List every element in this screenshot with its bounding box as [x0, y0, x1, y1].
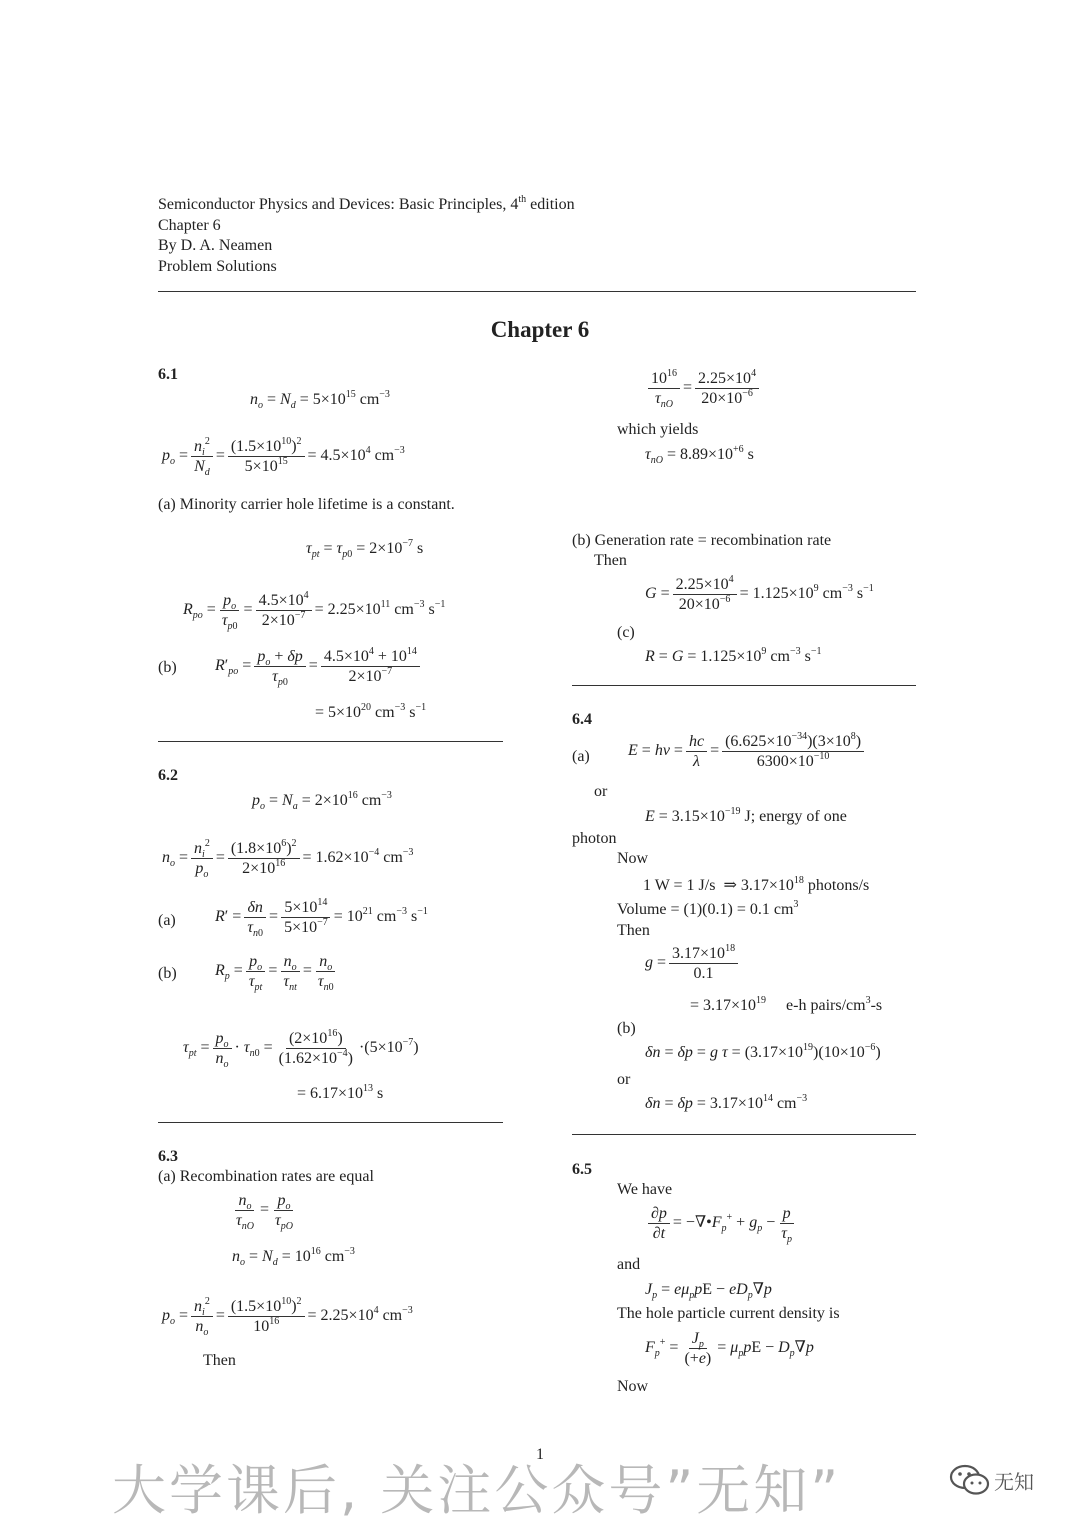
equation: $p_o$ = $\frac{n_i^2}{n_o}$ = $\frac{(1.5\times 10^{10})^2}{10^{16}}$ = $2.25\times 10^4$ $cm^{-3}$ — [162, 1296, 413, 1338]
header-chapter: Chapter 6 — [158, 216, 221, 234]
equation: E = hν = $\frac{hc}{\lambda}$ = $\frac{(6.625\times 10^{-34})(3\times 10^8)}{6300\times 10^{-10}}$ — [628, 733, 867, 770]
equation: = $6.17\times 10^{13}$ s — [297, 1083, 384, 1102]
problem-6-4-part-a-label: (a) — [572, 748, 590, 765]
watermark-logo-text: 无知 — [994, 1470, 1034, 1494]
equation: $R_{po}$ = $\frac{p_o}{\tau_{p0}}$ = $\frac{4.5\times 10^4}{2\times 10^{-7}}$ = $2.25\times 10^{11}$ $cm^{-3}$ $s^{-1}$ — [183, 590, 446, 632]
problem-6-1-part-b-label: (b) — [158, 659, 177, 676]
photons-text: photons/s — [807, 877, 870, 894]
equation: $R = G = 1.125\times 10^9$ $cm^{-3}$ $s^{-1}$ — [645, 646, 822, 665]
or-text: or — [594, 783, 608, 800]
problem-6-4-label: 6.4 — [572, 711, 592, 728]
equation: $\frac{\partial p}{\partial t}$ = $-\nabla•F_p^+ + g_p$ − $\frac{p}{\tau_p}$ — [645, 1205, 798, 1242]
equation: $R'_{po}$ = $\frac{p_o + \delta p}{\tau_{p0}}$ = $\frac{4.5\times 10^4 + 10^{14}}{2\times 10^{-7}}$ — [215, 648, 423, 685]
now-text: Now — [617, 1378, 649, 1395]
pairs-tail-text: -s — [870, 997, 883, 1014]
now-text: Now — [617, 850, 649, 867]
header-title-line: Semiconductor Physics and Devices: Basic Principles, 4th edition — [158, 194, 575, 213]
equation: $n_o = N_d = 10^{16}$ $cm^{-3}$ — [232, 1246, 355, 1268]
problem-6-2-label: 6.2 — [158, 767, 178, 784]
watt-text: 1 W = 1 J/s — [643, 877, 716, 894]
header-author: By D. A. Neamen — [158, 237, 273, 254]
page-number: 1 — [536, 1446, 544, 1463]
equation: δn = δp = g $\tau = (3.17\times 10^{19})(10\times 10^{-6})$ — [645, 1042, 881, 1061]
section-divider — [158, 1122, 503, 1123]
pairs-text: e-h pairs/cm — [786, 997, 866, 1014]
and-text: and — [617, 1256, 641, 1273]
section-divider — [572, 685, 916, 686]
document-header — [158, 195, 575, 277]
equation: = $5\times 10^{20}$ $cm^{-3}$ $s^{-1}$ — [315, 702, 427, 721]
part-b-generation-text: (b) Generation rate = recombination rate — [572, 532, 832, 549]
wechat-logo-icon — [948, 1462, 992, 1503]
watt-line: 1 W = 1 J/s ⇒ $3.17\times 10^{18}$ photons/s — [643, 875, 870, 894]
problem-6-3-label: 6.3 — [158, 1148, 178, 1165]
equation: $p_o$ = $\frac{n_i^2}{N_d}$ = $\frac{(1.5\times 10^{10})^2}{5\times 10^{15}}$ = $4.5\times 10^4$ $cm^{-3}$ — [162, 436, 405, 478]
equation: $\tau_{nO} = 8.89\times 10^{+6}$ s — [645, 444, 754, 466]
volume-text: Volume = (1)(0.1) = 0.1 cm — [617, 901, 794, 918]
problem-6-5-label: 6.5 — [572, 1161, 592, 1178]
energy-line: $E = 3.15\times 10^{-19}$ J; energy of one — [645, 806, 847, 825]
equation: R′ = $\frac{\delta n}{\tau_{n0}}$ = $\frac{5\times 10^{14}}{5\times 10^{-7}}$ = $10^{21}$ $cm^{-3}$ $s^{-1}$ — [215, 897, 428, 939]
part-b-label: (b) — [617, 1020, 636, 1037]
equation: $\frac{n_o}{\tau_{nO}}$ = $\frac{p_o}{\tau_{pO}}$ — [236, 1192, 293, 1232]
energy-tail-text: J; energy of one — [744, 808, 847, 825]
section-divider — [572, 1134, 916, 1135]
generation-result-line: = $3.17\times 10^{19}$ e-h pairs/$cm^3-s$ — [690, 995, 883, 1014]
then-text: Then — [617, 922, 650, 939]
equation: $\tau_{pt}$ = $\frac{p_o}{n_o}$ · $\tau_{n0}$ = $\frac{(2\times 10^{16})}{(1.62\times 10^{-4})}$ $\cdot(5\times 10^{-7})$ — [183, 1028, 419, 1070]
header-divider — [158, 291, 916, 292]
problem-6-3-part-a: (a) Recombination rates are equal — [158, 1168, 374, 1185]
problem-6-2-part-a-label: (a) — [158, 912, 176, 929]
problem-6-1-label: 6.1 — [158, 366, 178, 383]
or-text: or — [617, 1071, 631, 1088]
part-c-label: (c) — [617, 624, 635, 641]
watermark-text: 大学课后, 关注公众号”无知” — [112, 1459, 842, 1522]
section-divider — [158, 741, 503, 742]
header-subtitle: Problem Solutions — [158, 257, 277, 275]
equation: $\frac{10^{16}}{\tau_{nO}}$ = $\frac{2.25\times 10^4}{20\times 10^{-6}}$ — [645, 370, 762, 407]
equation: G = $\frac{2.25\times 10^4}{20\times 10^{-6}}$ = $1.125\times 10^9$ $cm^{-3}$ $s^{-1}$ — [645, 574, 874, 613]
we-have-text: We have — [617, 1181, 673, 1198]
equation: $J_p = e\mu_ppE - eD_p\nabla p$ — [645, 1281, 772, 1301]
equation: g = $\frac{3.17\times 10^{18}}{0.1}$ — [645, 945, 741, 982]
equation: $n_o$ = $\frac{n_i^2}{p_o}$ = $\frac{(1.8\times 10^6)^2}{2\times 10^{16}}$ = $1.62\times 10^{-4}$ $cm^{-3}$ — [162, 838, 414, 880]
equation: $n_o = N_d = 5\times 10^{15}$ $cm^{-3}$ — [250, 389, 390, 411]
problem-6-3-then: Then — [203, 1352, 236, 1369]
equation: $\delta n = \delta p = 3.17\times 10^{14}$ $cm^{-3}$ — [645, 1093, 808, 1112]
hole-current-text: The hole particle current density is — [617, 1305, 840, 1322]
problem-6-1-part-a: (a) Minority carrier hole lifetime is a constant. — [158, 496, 455, 513]
chapter-title: Chapter 6 — [490, 317, 590, 342]
equation: $p_o = N_a = 2\times 10^{16}$ $cm^{-3}$ — [252, 790, 392, 812]
equation: $R_p$ = $\frac{p_o}{\tau_{pt}}$ = $\frac{n_o}{\tau_{nt}}$ = $\frac{n_o}{\tau_{n0}}$ — [215, 953, 334, 993]
equation: $\tau_{pt} = \tau_{p0} = 2\times 10^{-7}$ s — [306, 538, 424, 560]
equation: $F_p^+$ = $\frac{J_p}{(+e)}$ = $\mu_ppE - D_p\nabla p$ — [645, 1330, 814, 1367]
photon-text: photon — [572, 830, 617, 847]
part-b-then: Then — [594, 552, 627, 569]
which-yields-text: which yields — [617, 421, 699, 438]
problem-6-2-part-b-label: (b) — [158, 965, 177, 982]
volume-line: Volume = (1)(0.1) = 0.1 $cm^3$ — [617, 899, 799, 918]
